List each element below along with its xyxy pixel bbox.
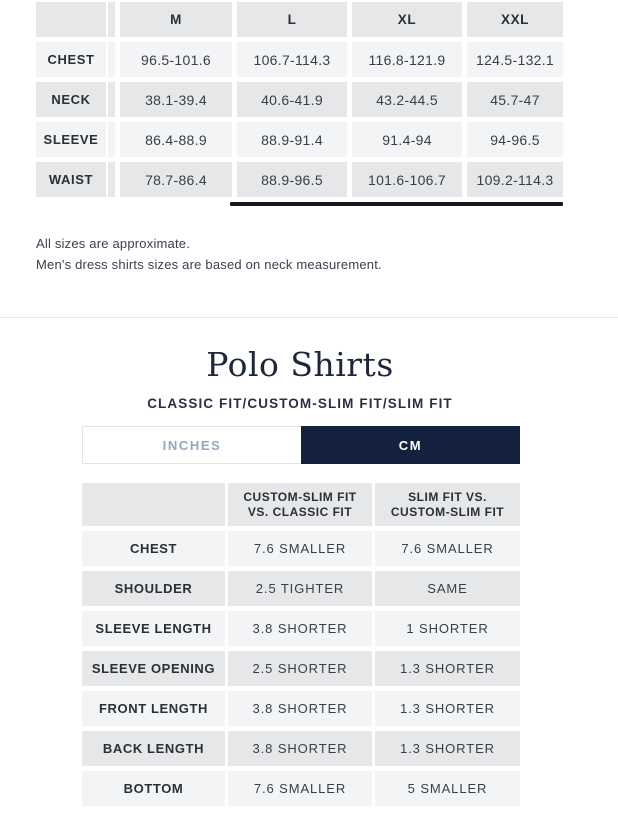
size-table-corner-cell	[36, 2, 106, 37]
cell-back-length-custom-slim: 3.8 SHORTER	[228, 731, 372, 766]
cell-front-length-custom-slim: 3.8 SHORTER	[228, 691, 372, 726]
fit-table-header-row	[82, 483, 618, 526]
page-title: Polo Shirts	[206, 345, 394, 384]
cell-chest-l: 106.7-114.3	[237, 42, 347, 77]
cell-neck-xl: 43.2-44.5	[352, 82, 462, 117]
header-line: CUSTOM-SLIM FIT	[243, 489, 357, 504]
table-row	[82, 691, 618, 726]
toggle-option-inches[interactable]: INCHES	[82, 426, 301, 464]
header-line: SLIM FIT VS.	[408, 489, 487, 504]
row-header-sleeve: SLEEVE	[36, 122, 106, 157]
table-row	[36, 42, 618, 77]
column-header-slim-vs-custom-slim	[375, 483, 520, 526]
cell-neck-m: 38.1-39.4	[120, 82, 232, 117]
cell-back-length-slim: 1.3 SHORTER	[375, 731, 520, 766]
row-header-neck: NECK	[36, 82, 106, 117]
cell-chest-xxl: 124.5-132.1	[467, 42, 563, 77]
fit-subtitle: CLASSIC FIT/CUSTOM-SLIM FIT/SLIM FIT	[147, 396, 453, 411]
cell-chest-m: 96.5-101.6	[120, 42, 232, 77]
cell-sleeve-opening-slim: 1.3 SHORTER	[375, 651, 520, 686]
table-row	[82, 731, 618, 766]
row-header-front-length: FRONT LENGTH	[82, 691, 225, 726]
cell-sleeve-xl: 91.4-94	[352, 122, 462, 157]
header-line: CUSTOM-SLIM FIT	[390, 504, 505, 519]
row-header-shoulder: SHOULDER	[82, 571, 225, 606]
cell-chest-slim: 7.6 SMALLER	[375, 531, 520, 566]
table-row	[82, 611, 618, 646]
unit-toggle	[82, 426, 520, 464]
table-horizontal-scrollbar[interactable]	[230, 202, 563, 206]
partial-column-sliver	[108, 162, 115, 197]
cell-front-length-slim: 1.3 SHORTER	[375, 691, 520, 726]
note-neck-measurement: Men's dress shirts sizes are based on neck measurement.	[36, 256, 382, 272]
table-row	[36, 162, 618, 197]
row-header-sleeve-length: SLEEVE LENGTH	[82, 611, 225, 646]
header-line: VS. CLASSIC FIT	[247, 504, 353, 519]
mens-size-table	[36, 2, 618, 206]
column-header-xxl: XXL	[467, 2, 563, 37]
table-row	[36, 122, 618, 157]
cell-neck-l: 40.6-41.9	[237, 82, 347, 117]
column-header-l: L	[237, 2, 347, 37]
row-header-back-length: BACK LENGTH	[82, 731, 225, 766]
fit-comparison-table	[82, 483, 618, 806]
fit-table-corner-cell	[82, 483, 225, 526]
row-header-chest: CHEST	[82, 531, 225, 566]
table-row	[82, 651, 618, 686]
cell-waist-xxl: 109.2-114.3	[467, 162, 563, 197]
cell-bottom-custom-slim: 7.6 SMALLER	[228, 771, 372, 806]
cell-waist-l: 88.9-96.5	[237, 162, 347, 197]
table-row	[36, 82, 618, 117]
cell-sleeve-opening-custom-slim: 2.5 SHORTER	[228, 651, 372, 686]
cell-sleeve-length-custom-slim: 3.8 SHORTER	[228, 611, 372, 646]
cell-sleeve-length-slim: 1 SHORTER	[375, 611, 520, 646]
table-row	[82, 571, 618, 606]
cell-neck-xxl: 45.7-47	[467, 82, 563, 117]
column-header-custom-slim-vs-classic	[228, 483, 372, 526]
cell-chest-custom-slim: 7.6 SMALLER	[228, 531, 372, 566]
cell-waist-m: 78.7-86.4	[120, 162, 232, 197]
size-notes	[36, 234, 618, 275]
cell-bottom-slim: 5 SMALLER	[375, 771, 520, 806]
cell-sleeve-m: 86.4-88.9	[120, 122, 232, 157]
column-header-m: M	[120, 2, 232, 37]
cell-shoulder-slim: SAME	[375, 571, 520, 606]
size-table-header-row	[36, 2, 618, 37]
section-divider	[0, 317, 618, 318]
row-header-waist: WAIST	[36, 162, 106, 197]
row-header-chest: CHEST	[36, 42, 106, 77]
column-header-xl: XL	[352, 2, 462, 37]
cell-shoulder-custom-slim: 2.5 TIGHTER	[228, 571, 372, 606]
table-row	[82, 771, 618, 806]
note-approximate: All sizes are approximate.	[36, 236, 191, 251]
row-header-sleeve-opening: SLEEVE OPENING	[82, 651, 225, 686]
cell-sleeve-l: 88.9-91.4	[237, 122, 347, 157]
partial-column-sliver	[108, 122, 115, 157]
cell-sleeve-xxl: 94-96.5	[467, 122, 563, 157]
cell-waist-xl: 101.6-106.7	[352, 162, 462, 197]
partial-column-sliver	[108, 42, 115, 77]
partial-column-sliver	[108, 82, 115, 117]
table-row	[82, 531, 618, 566]
toggle-option-cm[interactable]: CM	[301, 426, 520, 464]
cell-chest-xl: 116.8-121.9	[352, 42, 462, 77]
row-header-bottom: BOTTOM	[82, 771, 225, 806]
partial-column-sliver	[108, 2, 115, 37]
